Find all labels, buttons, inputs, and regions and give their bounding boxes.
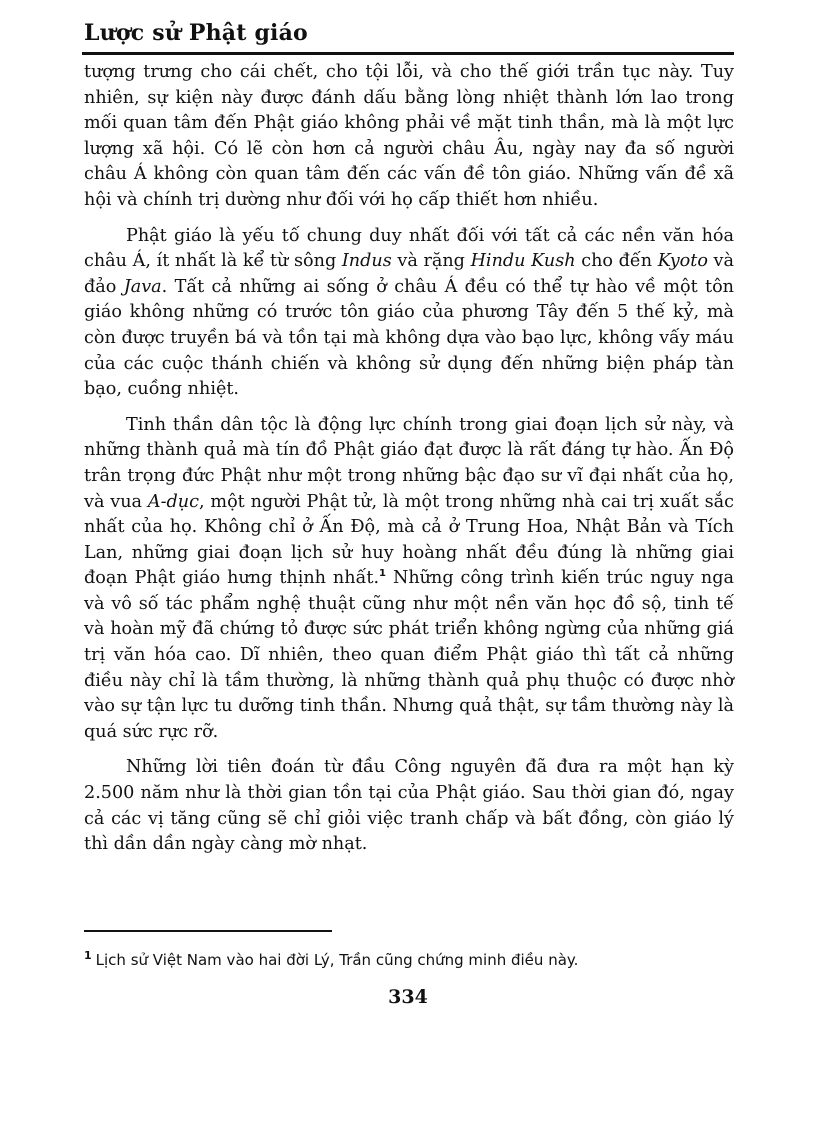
footnote-text: Lịch sử Việt Nam vào hai đời Lý, Trần cũng chứng minh điều này. — [95, 951, 579, 969]
p2-text: và rặng — [391, 251, 471, 272]
footnote — [84, 950, 734, 970]
paragraph-3 — [84, 413, 734, 746]
term-a-duc: A-dục — [147, 491, 199, 512]
p3-text: , một người Phật tử, là một trong những nhà cai trị xuất sắc nhất của họ. Không chỉ ở Ấn Độ, mà cả ở Trung Hoa, Nhật Bản và Tích Lan, những giai đoạn lịch sử huy hoàng nhất đều đúng là những giai đoạn Phật giáo hưng thịnh nhất. — [84, 491, 734, 589]
p2-text: và đảo — [84, 251, 734, 297]
paragraph-2 — [84, 224, 734, 403]
footnote-mark: 1 — [84, 949, 92, 962]
page-number: 334 — [388, 986, 428, 1008]
term-indus: Indus — [341, 251, 392, 272]
footnote-reference[interactable]: 1 — [379, 568, 387, 580]
term-hindu-kush: Hindu Kush — [470, 251, 576, 272]
header-rule — [82, 52, 734, 55]
paragraph-4: Những lời tiên đoán từ đầu Công nguyên đã đưa ra một hạn kỳ 2.500 năm như là thời gian tồn tại của Phật giáo. Sau thời gian đó, ngay cả các vị tăng cũng sẽ chỉ giỏi việc tranh chấp và bất đồng, còn giáo lý thì dần dần ngày càng mờ nhạt. — [84, 757, 734, 855]
p3-text: Tinh thần dân tộc là động lực chính trong giai đoạn lịch sử này, và những thành quả mà tín đồ Phật giáo đạt được là rất đáng tự hào. Ấn Độ trân trọng đức Phật như một trong những bậc đạo sư vĩ đại nhất của họ, và vua — [84, 414, 734, 512]
running-header-title: Lược sử Phật giáo — [84, 20, 308, 46]
p2-text: . Tất cả những ai sống ở châu Á đều có thể tự hào về một tôn giáo không những có trước tôn giáo của phương Tây đến 5 thế kỷ, mà còn được truyền bá và tồn tại mà không dựa vào bạo lực, không vấy máu của các cuộc thánh chiến và không sử dụng đến những biện pháp tàn bạo, cuồng nhiệt. — [84, 276, 734, 400]
term-kyoto: Kyoto — [657, 251, 708, 272]
paragraph-1: tượng trưng cho cái chết, cho tội lỗi, và cho thế giới trần tục này. Tuy nhiên, sự kiện này được đánh dấu bằng lòng nhiệt thành lớn lao trong mối quan tâm đến Phật giáo không phải về mặt tinh thần, mà là một lực lượng xã hội. Có lẽ còn hơn cả người châu Âu, ngày nay đa số người châu Á không còn quan tâm đến các vấn đề tôn giáo. Những vấn đề xã hội và chính trị dường như đối với họ cấp thiết hơn nhiều. — [84, 62, 734, 210]
body-text — [84, 60, 734, 868]
term-java: Java — [123, 276, 162, 297]
p2-text: Phật giáo là yếu tố chung duy nhất đối với tất cả các nền văn hóa châu Á, ít nhất là kể từ sông — [84, 225, 734, 272]
footnote-separator — [84, 930, 332, 932]
p2-text: cho đến — [575, 251, 658, 272]
p3-text: Những công trình kiến trúc nguy nga và vô số tác phẩm nghệ thuật cũng như một nền văn học đồ sộ, tinh tế và hoàn mỹ đã chứng tỏ được sức phát triển không ngừng của những giá trị văn hóa cao. Dĩ nhiên, theo quan điểm Phật giáo thì tất cả những điều này chỉ là tầm thường, là những thành quả phụ thuộc có được nhờ vào sự tận lực tu dưỡng tinh thần. Nhưng quả thật, sự tầm thường này là quá sức rực rỡ. — [84, 568, 734, 742]
